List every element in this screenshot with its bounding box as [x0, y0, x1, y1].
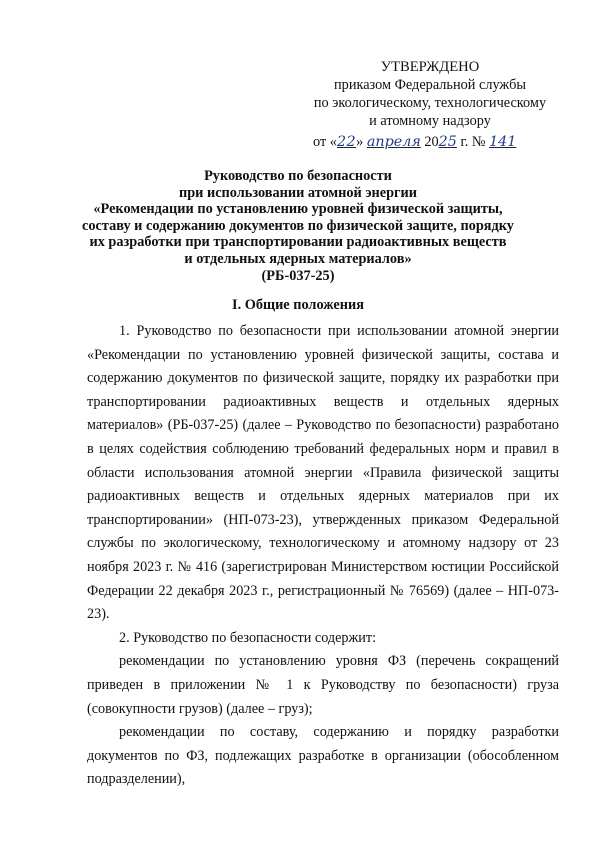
title-line-2: при использовании атомной энергии	[178, 184, 418, 201]
paragraph-2: 2. Руководство по безопасности содержит:	[119, 629, 377, 646]
handwritten-day: 22	[336, 134, 357, 150]
date-mid: »	[356, 134, 367, 150]
approval-block	[300, 58, 560, 130]
section-heading: I. Общие положения	[232, 297, 364, 313]
approval-line-1: приказом Федеральной службы	[334, 77, 526, 93]
paragraph-3: рекомендации по установлению уровня ФЗ (перечень сокращений приведен в приложении № 1 к Руководству по безопасности) груза (совокупности грузов) (далее – груз);	[87, 653, 559, 717]
title-line-3: «Рекомендации по установлению уровней физической защиты,	[93, 201, 503, 218]
handwritten-year: 25	[438, 134, 457, 150]
handwritten-order-number: 141	[489, 134, 517, 150]
paragraph-1: 1. Руководство по безопасности при использовании атомной энергии «Рекомендации по установлению уровней физической защиты, состава и содержанию документов по физической защите, порядку их разработки при транспортировании радиоактивных веществ и отдельных ядерных материалов» (РБ-037-25) (далее – Руководство по безопасности) разработано в целях содействия соблюдению требований федеральных норм и правил в области использования атомной энергии «Правила физической защиты радиоактивных веществ и отдельных ядерных материалов при их транспортировании» (НП-073-23), утвержденных приказом Федеральной службы по экологическому, технологическому и атомному надзору от 23 ноября 2023 г. № 416 (зарегистрирован Министерством юстиции Российской Федерации 22 декабря 2023 г., регистрационный № 76569) (далее – НП-073-23).	[87, 323, 559, 623]
approval-line-3: и атомному надзору	[369, 113, 491, 129]
year-unit: г. №	[456, 134, 490, 150]
body-text	[87, 320, 559, 792]
approval-heading: УТВЕРЖДЕНО	[380, 59, 480, 75]
title-line-7: (РБ-037-25)	[261, 267, 335, 284]
approval-line-2: по экологическому, технологическому	[313, 95, 547, 111]
title-line-5: их разработки при транспортировании радиоактивных веществ	[89, 234, 507, 251]
title-line-1: Руководство по безопасности	[204, 168, 392, 184]
paragraph-4: рекомендации по составу, содержанию и порядку разработки документов по ФЗ, подлежащих разработке в организации (обособленном подразделении),	[87, 724, 559, 788]
date-prefix: от «	[313, 134, 337, 150]
title-line-6: и отдельных ядерных материалов»	[184, 250, 412, 267]
approval-date-line	[313, 134, 573, 151]
handwritten-month: апреля	[366, 134, 421, 150]
document-title	[60, 168, 536, 284]
title-line-4: составу и содержанию документов по физической защите, порядку	[82, 217, 514, 234]
year-prefix: 20	[424, 134, 439, 150]
